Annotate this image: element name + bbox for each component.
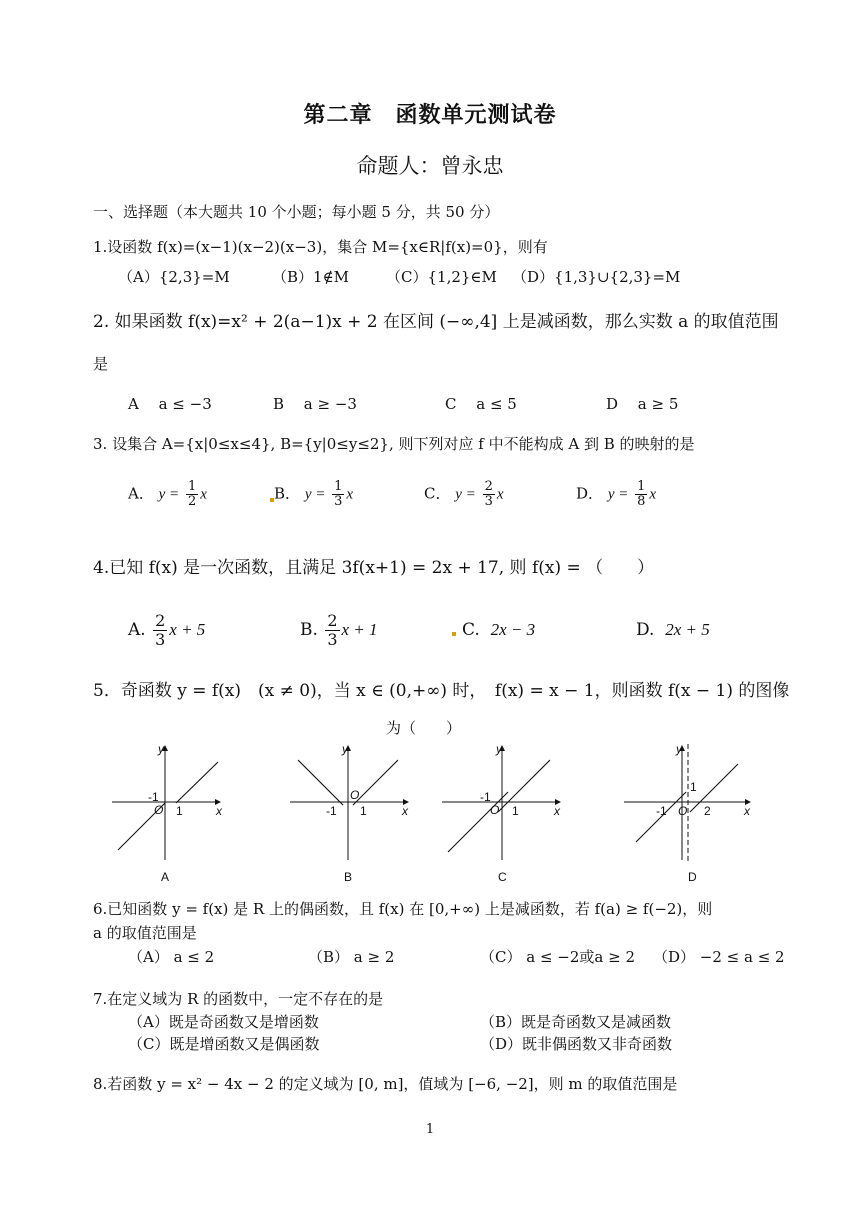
q6-option-a: （A） a ≤ 2: [128, 948, 215, 966]
section-heading: 一、选择题（本大题共 10 个小题；每小题 5 分，共 50 分）: [93, 203, 500, 221]
q7-option-b: （B）既是奇函数又是减函数: [480, 1013, 672, 1031]
marker-dot: [452, 632, 456, 636]
q3-option-a: A． y = $\frac{1}{2}$ x: [128, 479, 207, 509]
q3-option-c: C． y = $\frac{2}{3}$ x: [424, 479, 504, 509]
q4-option-d: D. 2x + 5: [636, 620, 710, 640]
q2-option-b: B a ≥ −3: [273, 395, 357, 413]
q4-option-a: A. $\frac{2}{3}$ x + 5: [128, 611, 206, 649]
page-title: 第二章 函数单元测试卷: [303, 102, 557, 128]
graph-a-caption: A: [161, 870, 170, 884]
q7-option-d: （D）既非偶函数又非奇函数: [480, 1035, 673, 1053]
page-number: 1: [425, 1122, 435, 1137]
q5-stem: 5．奇函数 y = f(x) (x ≠ 0)，当 x ∈ (0,+∞) 时， f(x) = x − 1，则函数 f(x − 1) 的图像: [93, 681, 790, 701]
q3-option-d: D． y = $\frac{1}{8}$ x: [576, 479, 657, 509]
q6-option-c: （C） a ≤ −2或a ≥ 2: [480, 948, 635, 966]
q2-option-c: C a ≤ 5: [445, 395, 517, 413]
author-line: 命题人：曾永忠: [356, 154, 504, 178]
graph-b-caption: B: [344, 870, 353, 884]
q1-option-d: （D）{1,3}∪{2,3}=M: [512, 268, 681, 286]
graph-a: -1 O 1 y x A: [108, 740, 228, 890]
q4-option-c: C. 2x − 3: [462, 620, 536, 640]
graph-b: O -1 1 y x B: [288, 740, 413, 890]
q6-option-b: （B） a ≥ 2: [308, 948, 395, 966]
q1-option-b: （B）1∉M: [272, 268, 350, 286]
q2-stem: 2. 如果函数 f(x)=x² + 2(a−1)x + 2 在区间 (−∞,4] 上是减函数，那么实数 a 的取值范围: [93, 312, 779, 332]
q6-stem-continued: a 的取值范围是: [93, 924, 197, 942]
graph-d: 1 -1 O 2 y x D: [622, 740, 757, 890]
q6-stem: 6.已知函数 y = f(x) 是 R 上的偶函数，且 f(x) 在 [0,+∞) 上是减函数，若 f(a) ≥ f(−2)，则: [93, 900, 713, 918]
q8-stem: 8.若函数 y = x² − 4x − 2 的定义域为 [0, m]，值域为 [−6, −2]，则 m 的取值范围是: [93, 1075, 678, 1093]
q3-stem: 3. 设集合 A={x|0≤x≤4}, B={y|0≤y≤2}, 则下列对应 f 中不能构成 A 到 B 的映射的是: [93, 435, 695, 453]
q2-stem-continued: 是: [93, 355, 109, 373]
q7-option-c: （C）既是增函数又是偶函数: [128, 1035, 320, 1053]
q4-stem: 4.已知 f(x) 是一次函数，且满足 3f(x+1) = 2x + 17, 则 f(x) = （ ）: [93, 558, 655, 578]
q7-stem: 7.在定义域为 R 的函数中，一定不存在的是: [93, 990, 384, 1008]
graph-d-caption: D: [688, 870, 697, 884]
graph-c: -1 O 1 y x C: [440, 740, 565, 890]
q1-stem: 1.设函数 f(x)=(x−1)(x−2)(x−3)，集合 M={x∈R|f(x)=0}，则有: [93, 238, 548, 256]
q3-option-b: B． y = $\frac{1}{3}$ x: [274, 479, 354, 509]
q2-option-a: A a ≤ −3: [128, 395, 212, 413]
q4-option-b: B. $\frac{2}{3}$ x + 1: [300, 611, 378, 649]
q2-option-d: D a ≥ 5: [606, 395, 679, 413]
q1-option-c: （C）{1,2}∈M: [386, 268, 497, 286]
q6-option-d: （D） −2 ≤ a ≤ 2: [653, 948, 785, 966]
q1-option-a: （A）{2,3}=M: [118, 268, 230, 286]
q5-stem-continued: 为（ ）: [386, 719, 462, 737]
graph-c-caption: C: [498, 870, 507, 884]
q7-option-a: （A）既是奇函数又是增函数: [128, 1013, 319, 1031]
